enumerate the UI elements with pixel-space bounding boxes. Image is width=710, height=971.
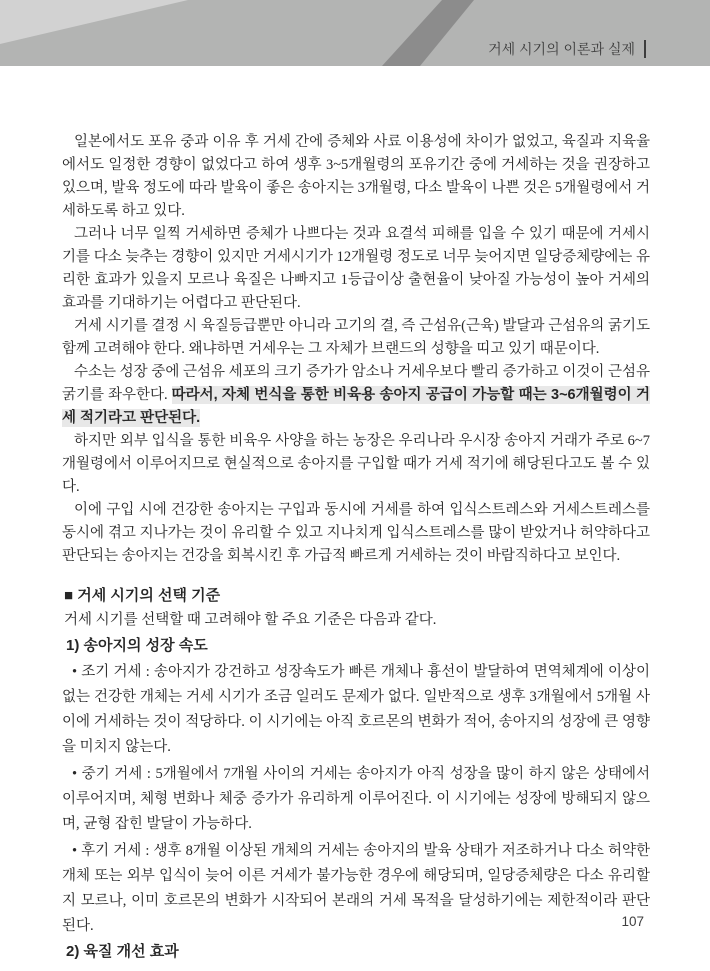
page-header [0,0,710,66]
text-segment: 이에 구입 시에 건강한 송아지는 구입과 동시에 거세를 하여 입식스트레스와 거세스트레스를 동시에 겪고 지나가는 것이 유리할 수 있고 지나치게 입식스트레스를 많이 받았거나 허약하다고 판단되는 송아지는 건강을 회복시킨 후 가급적 빠르게 거세하는 것이 바람직하다고 보인다. [62,502,650,564]
bullet [62,660,650,760]
title-divider-bar [644,40,646,58]
text-segment: ■ 거세 시기의 선택 기준 [64,587,221,604]
text-segment: 일본에서도 포유 중과 이유 후 거세 간에 증체와 사료 이용성에 차이가 없었고, 육질과 지육율에서도 일정한 경향이 없었다고 하여 생후 3~5개월령의 포유기간 중에 거세하는 것을 권장하고 있으며, 발육 정도에 따라 발육이 좋은 송아지는 3개월령, 다소 발육이 나쁜 것은 5개월령에서 거세하도록 하고 있다. [62,134,650,219]
paragraph [62,361,650,430]
text-segment: • 조기 거세 : 송아지가 강건하고 성장속도가 빠른 개체나 흉선이 발달하여 면역체계에 이상이 없는 건강한 개체는 거세 시기가 조금 일러도 문제가 없다. 일반적으로 생후 3개월에서 5개월 사이에 거세하는 것이 적당하다. 이 시기에는 아직 호르몬의 변화가 적어, 송아지의 성장에 큰 영향을 미치지 않는다. [62,664,650,755]
paragraph [62,430,650,499]
bullet [62,839,650,939]
paragraph [62,131,650,223]
subheading [62,939,650,964]
running-head-title: 거세 시기의 이론과 실제 [488,41,635,57]
page-footer [621,914,644,929]
intro [62,608,650,633]
paragraph [62,499,650,568]
text-segment: 거세 시기를 결정 시 육질등급뿐만 아니라 고기의 결, 즉 근섬유(근육) 발달과 근섬유의 굵기도 함께 고려해야 한다. 왜냐하면 거세우는 그 자체가 브랜드의 성향을 띠고 있기 때문이다. [62,318,650,357]
text-segment: • 중기 거세 : 5개월에서 7개월 사이의 거세는 송아지가 아직 성장을 많이 하지 않은 상태에서 이루어지며, 체형 변화나 체중 증가가 유리하게 이루어진다. 이 시기에는 성장에 방해되지 않으며, 균형 잡힌 발달이 가능하다. [62,766,650,832]
text-segment: 1) 송아지의 성장 속도 [66,637,208,654]
paragraph [62,315,650,361]
subheading [62,633,650,658]
bullet [62,762,650,837]
page-body [62,131,650,964]
text-segment: 하지만 외부 입식을 통한 비육우 사양을 하는 농장은 우리나라 우시장 송아지 거래가 주로 6~7개월령에서 이루어지므로 현실적으로 송아지를 구입할 때가 거세 적기에 해당된다고도 볼 수 있다. [62,433,650,495]
paragraph [62,223,650,315]
page-number: 107 [621,914,644,929]
text-segment: 2) 육질 개선 효과 [66,943,179,960]
text-segment: • 후기 거세 : 생후 8개월 이상된 개체의 거세는 송아지의 발육 상태가 저조하거나 다소 허약한 개체 또는 외부 입식이 늦어 이른 거세가 불가능한 경우에 해당되며, 일당증체량은 다소 유리할지 모르나, 이미 호르몬의 변화가 시작되어 본래의 거세 목적을 달성하기에는 제한적이라 판단된다. [62,843,650,934]
running-head [488,39,646,59]
highlighted-bold-text: 따라서, 자체 번식을 통한 비육용 송아지 공급이 가능할 때는 3~6개월령이 거세 적기라고 판단된다. [62,387,650,426]
text-segment: 거세 시기를 선택할 때 고려해야 할 주요 기준은 다음과 같다. [64,612,437,628]
text-segment: 그러나 너무 일찍 거세하면 증체가 나쁘다는 것과 요결석 피해를 입을 수 있기 때문에 거세시기를 다소 늦추는 경향이 있지만 거세시기가 12개월령 정도로 너무 늦어지면 일당증체량에는 유리한 효과가 있을지 모르나 육질은 나빠지고 1등급이상 출현율이 낮아질 가능성이 높아 거세의 효과를 기대하기는 어렵다고 판단된다. [62,226,650,311]
section-heading [62,583,650,608]
text-segment: 수소는 성장 중에 근섬유 세포의 크기 증가가 암소나 거세우보다 빨리 증가하고 이것이 근섬유 굵기를 좌우한다. [62,364,650,403]
